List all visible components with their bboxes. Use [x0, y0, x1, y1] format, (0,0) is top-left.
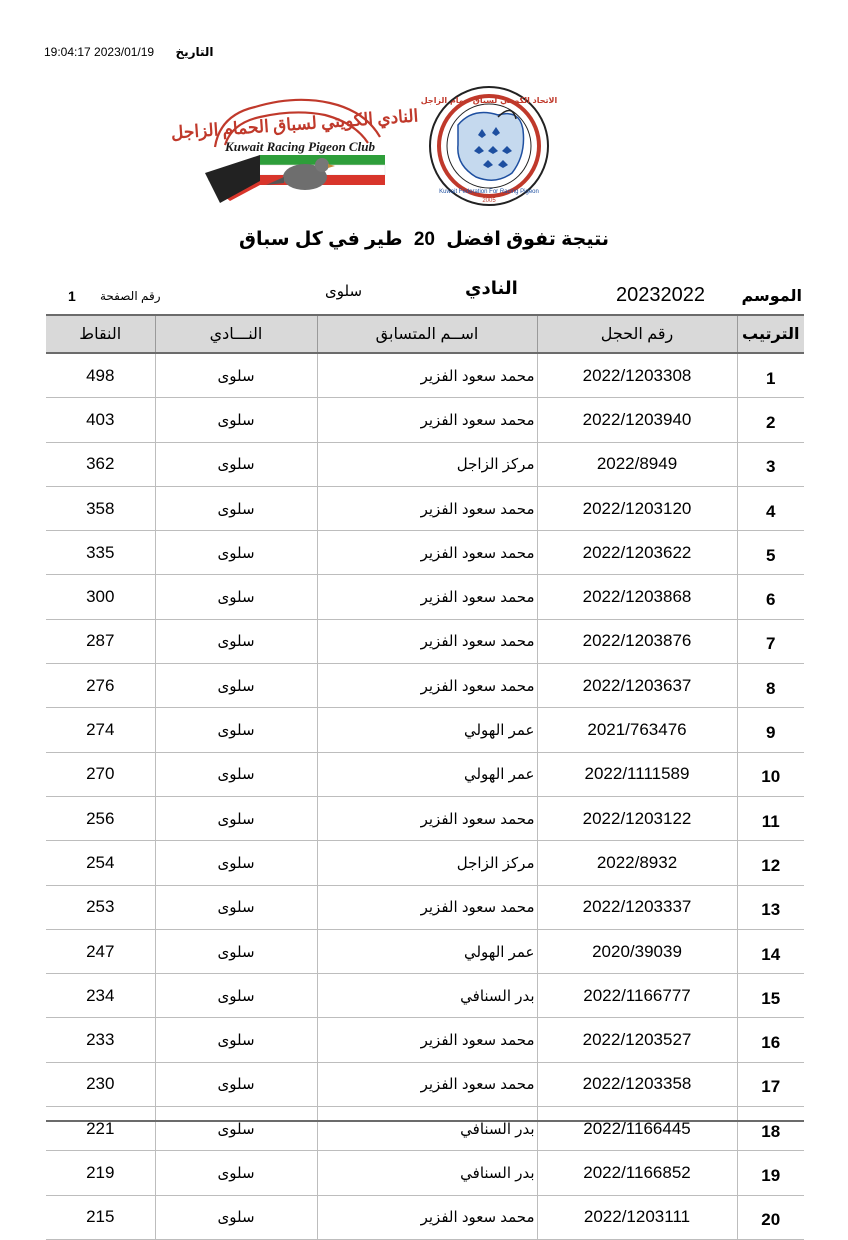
header-rank: الترتيب [737, 315, 804, 353]
cell-club: سلوى [155, 619, 317, 663]
cell-ring: 2022/1111589 [537, 752, 737, 796]
cell-name: مركز الزاجل [317, 442, 537, 486]
pigeon-logo-icon [170, 85, 419, 205]
cell-ring: 2022/1166852 [537, 1151, 737, 1195]
cell-ring: 2022/1203876 [537, 619, 737, 663]
cell-name: بدر السنافي [317, 1107, 537, 1151]
cell-rank: 6 [737, 575, 804, 619]
fed-logo-en-text: Kuwait Federation For Racing Pigeon [439, 189, 539, 195]
table-row [46, 1062, 804, 1106]
cell-name: محمد سعود الفزير [317, 664, 537, 708]
cell-name: محمد سعود الفزير [317, 1062, 537, 1106]
results-body [46, 353, 804, 1239]
federation-seal-icon [420, 85, 558, 207]
cell-points: 362 [46, 442, 155, 486]
club-logo [170, 85, 419, 205]
cell-name: محمد سعود الفزير [317, 796, 537, 840]
table-row [46, 353, 804, 398]
table-row [46, 619, 804, 663]
table-row [46, 752, 804, 796]
cell-rank: 9 [737, 708, 804, 752]
cell-club: سلوى [155, 885, 317, 929]
cell-name: محمد سعود الفزير [317, 575, 537, 619]
table-row [46, 486, 804, 530]
cell-name: بدر السنافي [317, 974, 537, 1018]
cell-name: محمد سعود الفزير [317, 531, 537, 575]
cell-club: سلوى [155, 796, 317, 840]
cell-ring: 2021/763476 [537, 708, 737, 752]
cell-rank: 20 [737, 1195, 804, 1239]
cell-rank: 11 [737, 796, 804, 840]
report-title [0, 228, 848, 251]
cell-ring: 2022/8949 [537, 442, 737, 486]
cell-ring: 2022/1203308 [537, 353, 737, 398]
cell-ring: 2022/1203120 [537, 486, 737, 530]
date-label: التاريخ [175, 45, 214, 59]
club-label: النادي [465, 278, 518, 298]
cell-name: عمر الهولي [317, 752, 537, 796]
fed-logo-ar-text: الاتحاد الكويتي لسباق حمام الزاجل [420, 96, 558, 105]
cell-ring: 2022/1166777 [537, 974, 737, 1018]
table-row [46, 575, 804, 619]
print-date [44, 45, 214, 59]
table-row [46, 929, 804, 973]
cell-rank: 5 [737, 531, 804, 575]
cell-ring: 2022/1203337 [537, 885, 737, 929]
table-row [46, 398, 804, 442]
table-row [46, 796, 804, 840]
table-row [46, 1195, 804, 1239]
cell-points: 256 [46, 796, 155, 840]
cell-rank: 17 [737, 1062, 804, 1106]
cell-name: مركز الزاجل [317, 841, 537, 885]
season-label: الموسم [741, 288, 802, 305]
cell-rank: 19 [737, 1151, 804, 1195]
cell-club: سلوى [155, 1062, 317, 1106]
cell-club: سلوى [155, 1151, 317, 1195]
cell-points: 270 [46, 752, 155, 796]
title-part2: طير في كل سباق [238, 229, 403, 250]
cell-ring: 2022/1203122 [537, 796, 737, 840]
cell-ring: 2022/1203111 [537, 1195, 737, 1239]
cell-points: 335 [46, 531, 155, 575]
cell-club: سلوى [155, 752, 317, 796]
cell-ring: 2022/1203637 [537, 664, 737, 708]
cell-ring: 2020/39039 [537, 929, 737, 973]
cell-club: سلوى [155, 353, 317, 398]
cell-rank: 10 [737, 752, 804, 796]
cell-club: سلوى [155, 442, 317, 486]
cell-points: 215 [46, 1195, 155, 1239]
cell-rank: 7 [737, 619, 804, 663]
cell-name: محمد سعود الفزير [317, 619, 537, 663]
cell-club: سلوى [155, 708, 317, 752]
cell-ring: 2022/1203622 [537, 531, 737, 575]
cell-rank: 8 [737, 664, 804, 708]
cell-ring: 2022/1203940 [537, 398, 737, 442]
cell-club: سلوى [155, 1195, 317, 1239]
cell-points: 287 [46, 619, 155, 663]
page-number-value: 1 [68, 288, 76, 304]
table-row [46, 664, 804, 708]
table-row [46, 974, 804, 1018]
table-row [46, 1151, 804, 1195]
cell-points: 498 [46, 353, 155, 398]
print-datetime: 19:04:17 2023/01/19 [44, 45, 155, 59]
cell-name: بدر السنافي [317, 1151, 537, 1195]
cell-club: سلوى [155, 974, 317, 1018]
fed-logo-year: 2005 [482, 198, 496, 204]
table-row [46, 885, 804, 929]
table-bottom-rule [46, 1120, 804, 1122]
cell-points: 234 [46, 974, 155, 1018]
cell-club: سلوى [155, 531, 317, 575]
season-value: 20232022 [616, 284, 705, 306]
cell-club: سلوى [155, 486, 317, 530]
cell-rank: 16 [737, 1018, 804, 1062]
cell-club: سلوى [155, 398, 317, 442]
cell-ring: 2022/1166445 [537, 1107, 737, 1151]
cell-points: 247 [46, 929, 155, 973]
cell-rank: 14 [737, 929, 804, 973]
table-row [46, 442, 804, 486]
cell-club: سلوى [155, 1107, 317, 1151]
title-part1: نتيجة تفوق افضل [446, 229, 609, 250]
cell-points: 254 [46, 841, 155, 885]
cell-rank: 13 [737, 885, 804, 929]
cell-name: محمد سعود الفزير [317, 1018, 537, 1062]
header-points: النقاط [46, 315, 155, 353]
cell-points: 403 [46, 398, 155, 442]
cell-rank: 2 [737, 398, 804, 442]
cell-club: سلوى [155, 929, 317, 973]
club-value: سلوى [325, 283, 363, 300]
results-table [46, 314, 804, 1240]
cell-points: 230 [46, 1062, 155, 1106]
page-number-label: رقم الصفحة [100, 289, 161, 303]
cell-rank: 1 [737, 353, 804, 398]
cell-rank: 3 [737, 442, 804, 486]
table-row [46, 708, 804, 752]
table-row [46, 531, 804, 575]
federation-logo [420, 85, 558, 207]
cell-rank: 12 [737, 841, 804, 885]
cell-ring: 2022/1203527 [537, 1018, 737, 1062]
club-logo-en-text: Kuwait Racing Pigeon Club [225, 139, 375, 154]
cell-points: 274 [46, 708, 155, 752]
cell-name: محمد سعود الفزير [317, 353, 537, 398]
cell-name: محمد سعود الفزير [317, 1195, 537, 1239]
cell-name: عمر الهولي [317, 929, 537, 973]
title-number: 20 [413, 229, 435, 250]
header-name: اســم المتسابق [317, 315, 537, 353]
cell-ring: 2022/1203358 [537, 1062, 737, 1106]
header-ring: رقم الحجل [537, 315, 737, 353]
cell-points: 276 [46, 664, 155, 708]
cell-name: محمد سعود الفزير [317, 398, 537, 442]
cell-name: عمر الهولي [317, 708, 537, 752]
table-header-row [46, 315, 804, 353]
club-logo-ar-text: النادي الكويتي لسباق الحمام الزاجل [170, 106, 419, 143]
cell-points: 300 [46, 575, 155, 619]
cell-ring: 2022/1203868 [537, 575, 737, 619]
cell-rank: 15 [737, 974, 804, 1018]
cell-club: سلوى [155, 841, 317, 885]
table-row [46, 841, 804, 885]
cell-club: سلوى [155, 1018, 317, 1062]
cell-club: سلوى [155, 664, 317, 708]
cell-name: محمد سعود الفزير [317, 885, 537, 929]
cell-points: 358 [46, 486, 155, 530]
cell-points: 221 [46, 1107, 155, 1151]
header-club: النـــادي [155, 315, 317, 353]
cell-rank: 4 [737, 486, 804, 530]
cell-points: 219 [46, 1151, 155, 1195]
cell-rank: 18 [737, 1107, 804, 1151]
cell-name: محمد سعود الفزير [317, 486, 537, 530]
cell-club: سلوى [155, 575, 317, 619]
cell-points: 233 [46, 1018, 155, 1062]
cell-points: 253 [46, 885, 155, 929]
table-row [46, 1018, 804, 1062]
table-row [46, 1107, 804, 1151]
cell-ring: 2022/8932 [537, 841, 737, 885]
